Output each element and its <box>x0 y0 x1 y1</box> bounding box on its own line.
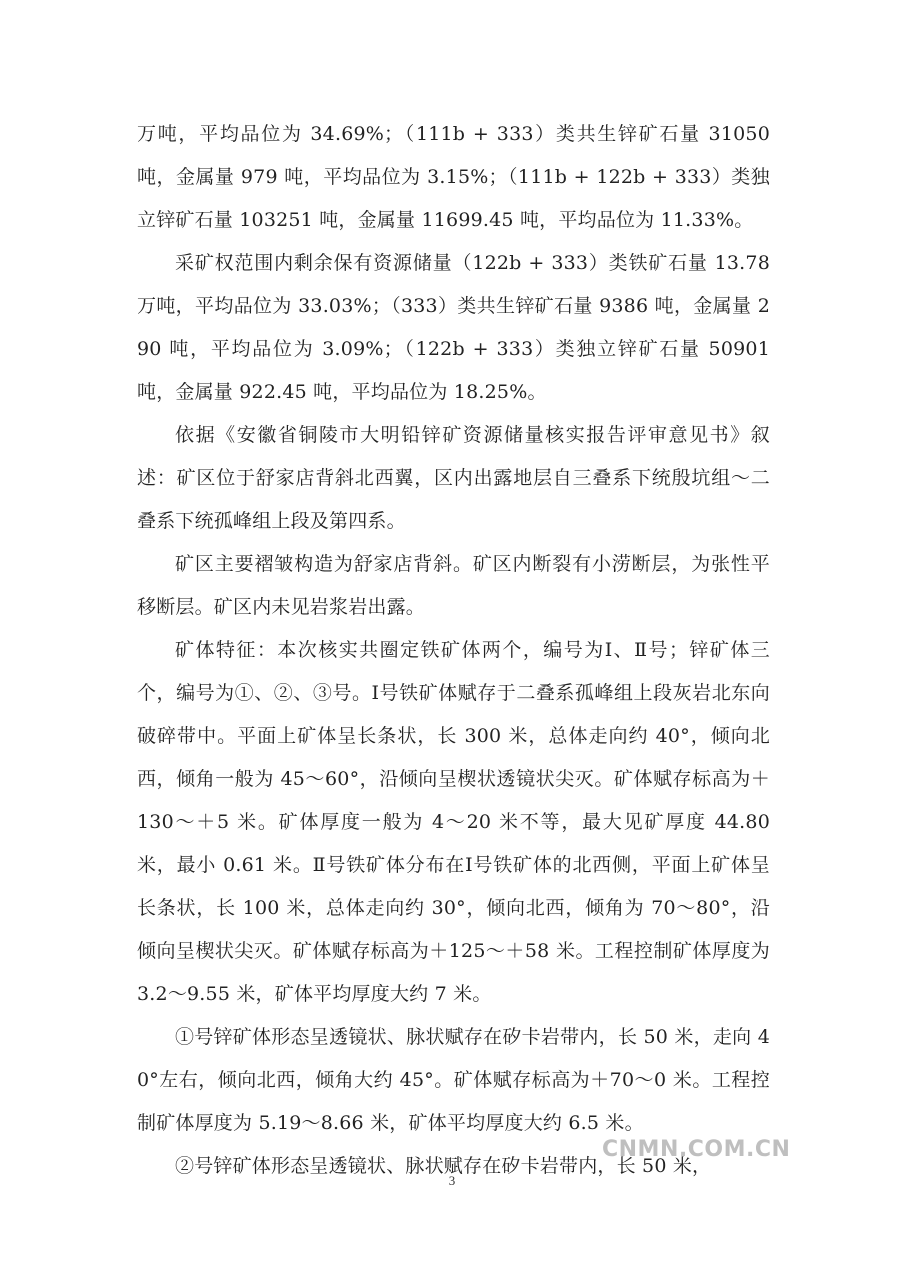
page-number: 3 <box>448 1173 456 1188</box>
watermark-logo: CNMN.COM.CN <box>602 1137 791 1162</box>
paragraph-zinc-orebody-2: ②号锌矿体形态呈透镜状、脉状赋存在矽卡岩带内，长 50 米， <box>175 1155 712 1177</box>
body-text <box>137 113 770 1188</box>
paragraph-structure: 矿区主要褶皱构造为舒家店背斜。矿区内断裂有小涝断层，为张性平移断层。矿区内未见岩浆岩出露。 <box>137 553 770 618</box>
paragraph-zinc-orebody-1: ①号锌矿体形态呈透镜状、脉状赋存在矽卡岩带内，长 50 米，走向 40°左右，倾向北西，倾角大约 45°。矿体赋存标高为＋70～0 米。工程控制矿体厚度为 5.19～8.66 米，矿体平均厚度大约 6.5 米。 <box>137 1026 770 1134</box>
paragraph-remaining-reserves: 采矿权范围内剩余保有资源储量（122b + 333）类铁矿石量 13.78 万吨，平均品位为 33.03%；（333）类共生锌矿石量 9386 吨，金属量 290 吨，平均品位为 3.09%；（122b + 333）类独立锌矿石量 50901 吨，金属量 922.45 吨，平均品位为 18.25%。 <box>137 252 770 403</box>
paragraph-reserves-continued: 万吨，平均品位为 34.69%；（111b + 333）类共生锌矿石量 31050 吨，金属量 979 吨，平均品位为 3.15%；（111b + 122b + 333）类独立锌矿石量 103251 吨，金属量 11699.45 吨，平均品位为 11.33%。 <box>137 123 770 231</box>
paragraph-orebody-features: 矿体特征：本次核实共圈定铁矿体两个，编号为Ⅰ、Ⅱ号；锌矿体三个，编号为①、②、③号。Ⅰ号铁矿体赋存于二叠系孤峰组上段灰岩北东向破碎带中。平面上矿体呈长条状，长 300 米，总体走向约 40°，倾向北西，倾角一般为 45～60°，沿倾向呈楔状透镜状尖灭。矿体赋存标高为＋130～＋5 米。矿体厚度一般为 4～20 米不等，最大见矿厚度 44.80 米，最小 0.61 米。Ⅱ号铁矿体分布在Ⅰ号铁矿体的北西侧，平面上矿体呈长条状，长 100 米，总体走向约 30°，倾向北西，倾角为 70～80°，沿倾向呈楔状尖灭。矿体赋存标高为＋125～＋58 米。工程控制矿体厚度为 3.2～9.55 米，矿体平均厚度大约 7 米。 <box>137 639 770 1005</box>
paragraph-geology-basis: 依据《安徽省铜陵市大明铅锌矿资源储量核实报告评审意见书》叙述：矿区位于舒家店背斜北西翼，区内出露地层自三叠系下统殷坑组～二叠系下统孤峰组上段及第四系。 <box>137 424 770 532</box>
